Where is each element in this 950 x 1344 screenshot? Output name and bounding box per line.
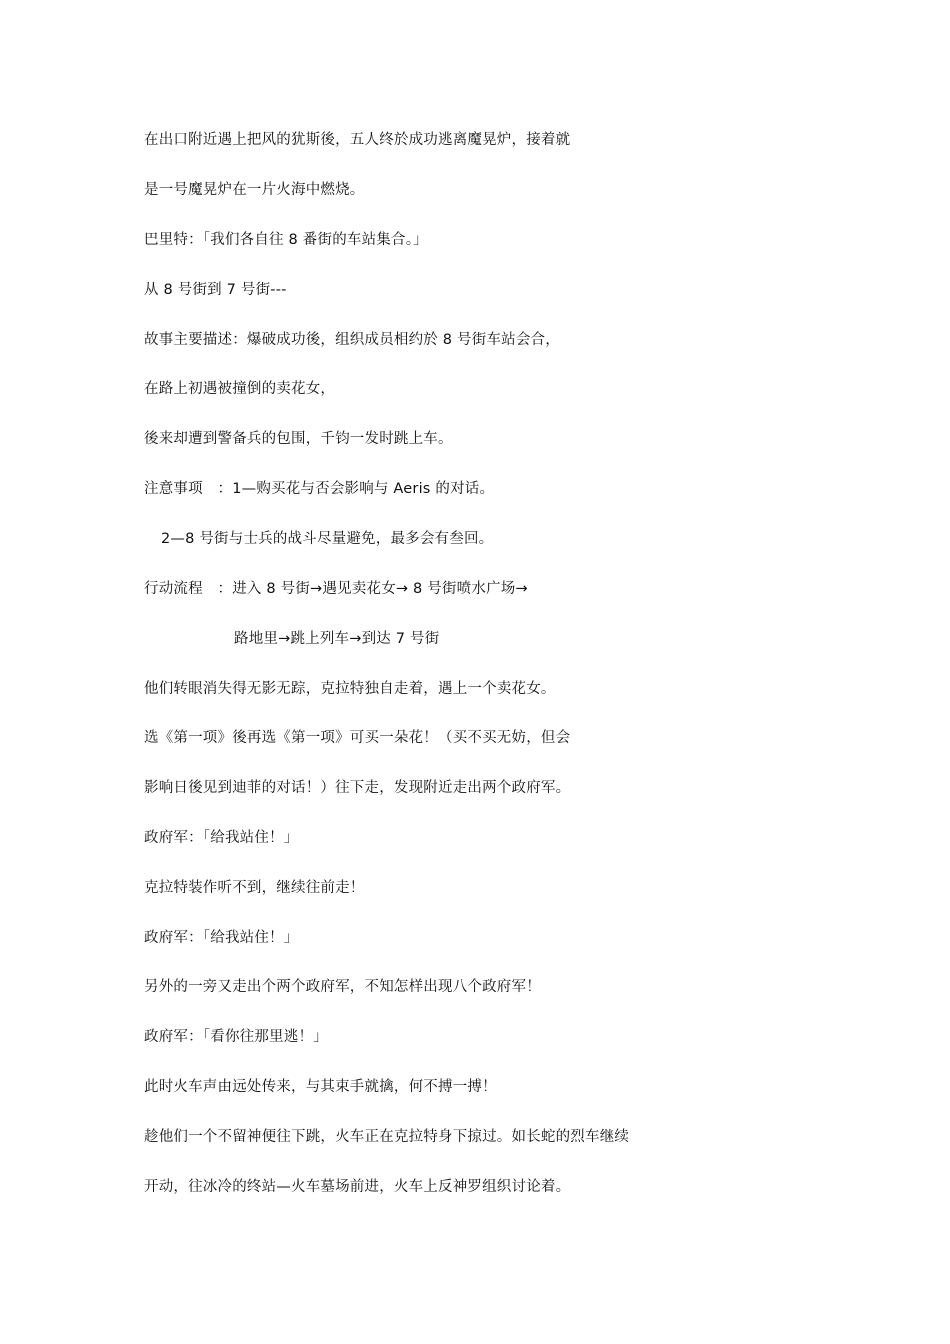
paragraph-line: 在出口附近遇上把风的犹斯後，五人终於成功逃离魔晃炉，接着就	[144, 132, 571, 148]
paragraph-line: 故事主要描述：爆破成功後，组织成员相约於 8 号街车站会合，	[144, 332, 560, 348]
paragraph-line: 此时火车声由远处传来，与其束手就擒，何不搏一搏！	[144, 1079, 497, 1095]
flow-line: 路地里→跳上列车→到达 7 号街	[234, 631, 440, 647]
paragraph-line: 趁他们一个不留神便往下跳，火车正在克拉特身下掠过。如长蛇的烈车继续	[144, 1129, 630, 1145]
flow-line: 行动流程 ：进入 8 号街→遇见卖花女→ 8 号街喷水广场→	[144, 581, 528, 597]
dialogue-line: 政府军：「给我站住！」	[144, 830, 299, 846]
notes-line: 注意事项 ：1—购买花与否会影响与 Aeris 的对话。	[144, 481, 495, 497]
paragraph-line: 他们转眼消失得无影无踪，克拉特独自走着，遇上一个卖花女。	[144, 681, 556, 697]
paragraph-line: 後来却遭到警备兵的包围，千钧一发时跳上车。	[144, 431, 453, 447]
notes-line: 2—8 号街与士兵的战斗尽量避免，最多会有叁回。	[161, 531, 494, 547]
paragraph-line: 另外的一旁又走出个两个政府军，不知怎样出现八个政府军！	[144, 979, 541, 995]
paragraph-line: 巴里特：「我们各自往 8 番街的车站集合。」	[144, 232, 428, 248]
paragraph-line: 是一号魔晃炉在一片火海中燃烧。	[144, 182, 365, 198]
paragraph-line: 从 8 号街到 7 号街---	[144, 282, 287, 298]
dialogue-line: 政府军：「给我站住！」	[144, 930, 299, 946]
paragraph-line: 影响日後见到迪菲的对话！）往下走，发现附近走出两个政府军。	[144, 780, 571, 796]
dialogue-line: 政府军：「看你往那里逃！」	[144, 1029, 328, 1045]
paragraph-line: 开动，往冰冷的终站—火车墓场前进，火车上反神罗组织讨论着。	[144, 1179, 571, 1195]
paragraph-line: 克拉特装作听不到，继续往前走！	[144, 880, 365, 896]
paragraph-line: 选《第一项》後再选《第一项》可买一朵花！（买不买无妨，但会	[144, 730, 571, 746]
paragraph-line: 在路上初遇被撞倒的卖花女，	[144, 381, 336, 397]
